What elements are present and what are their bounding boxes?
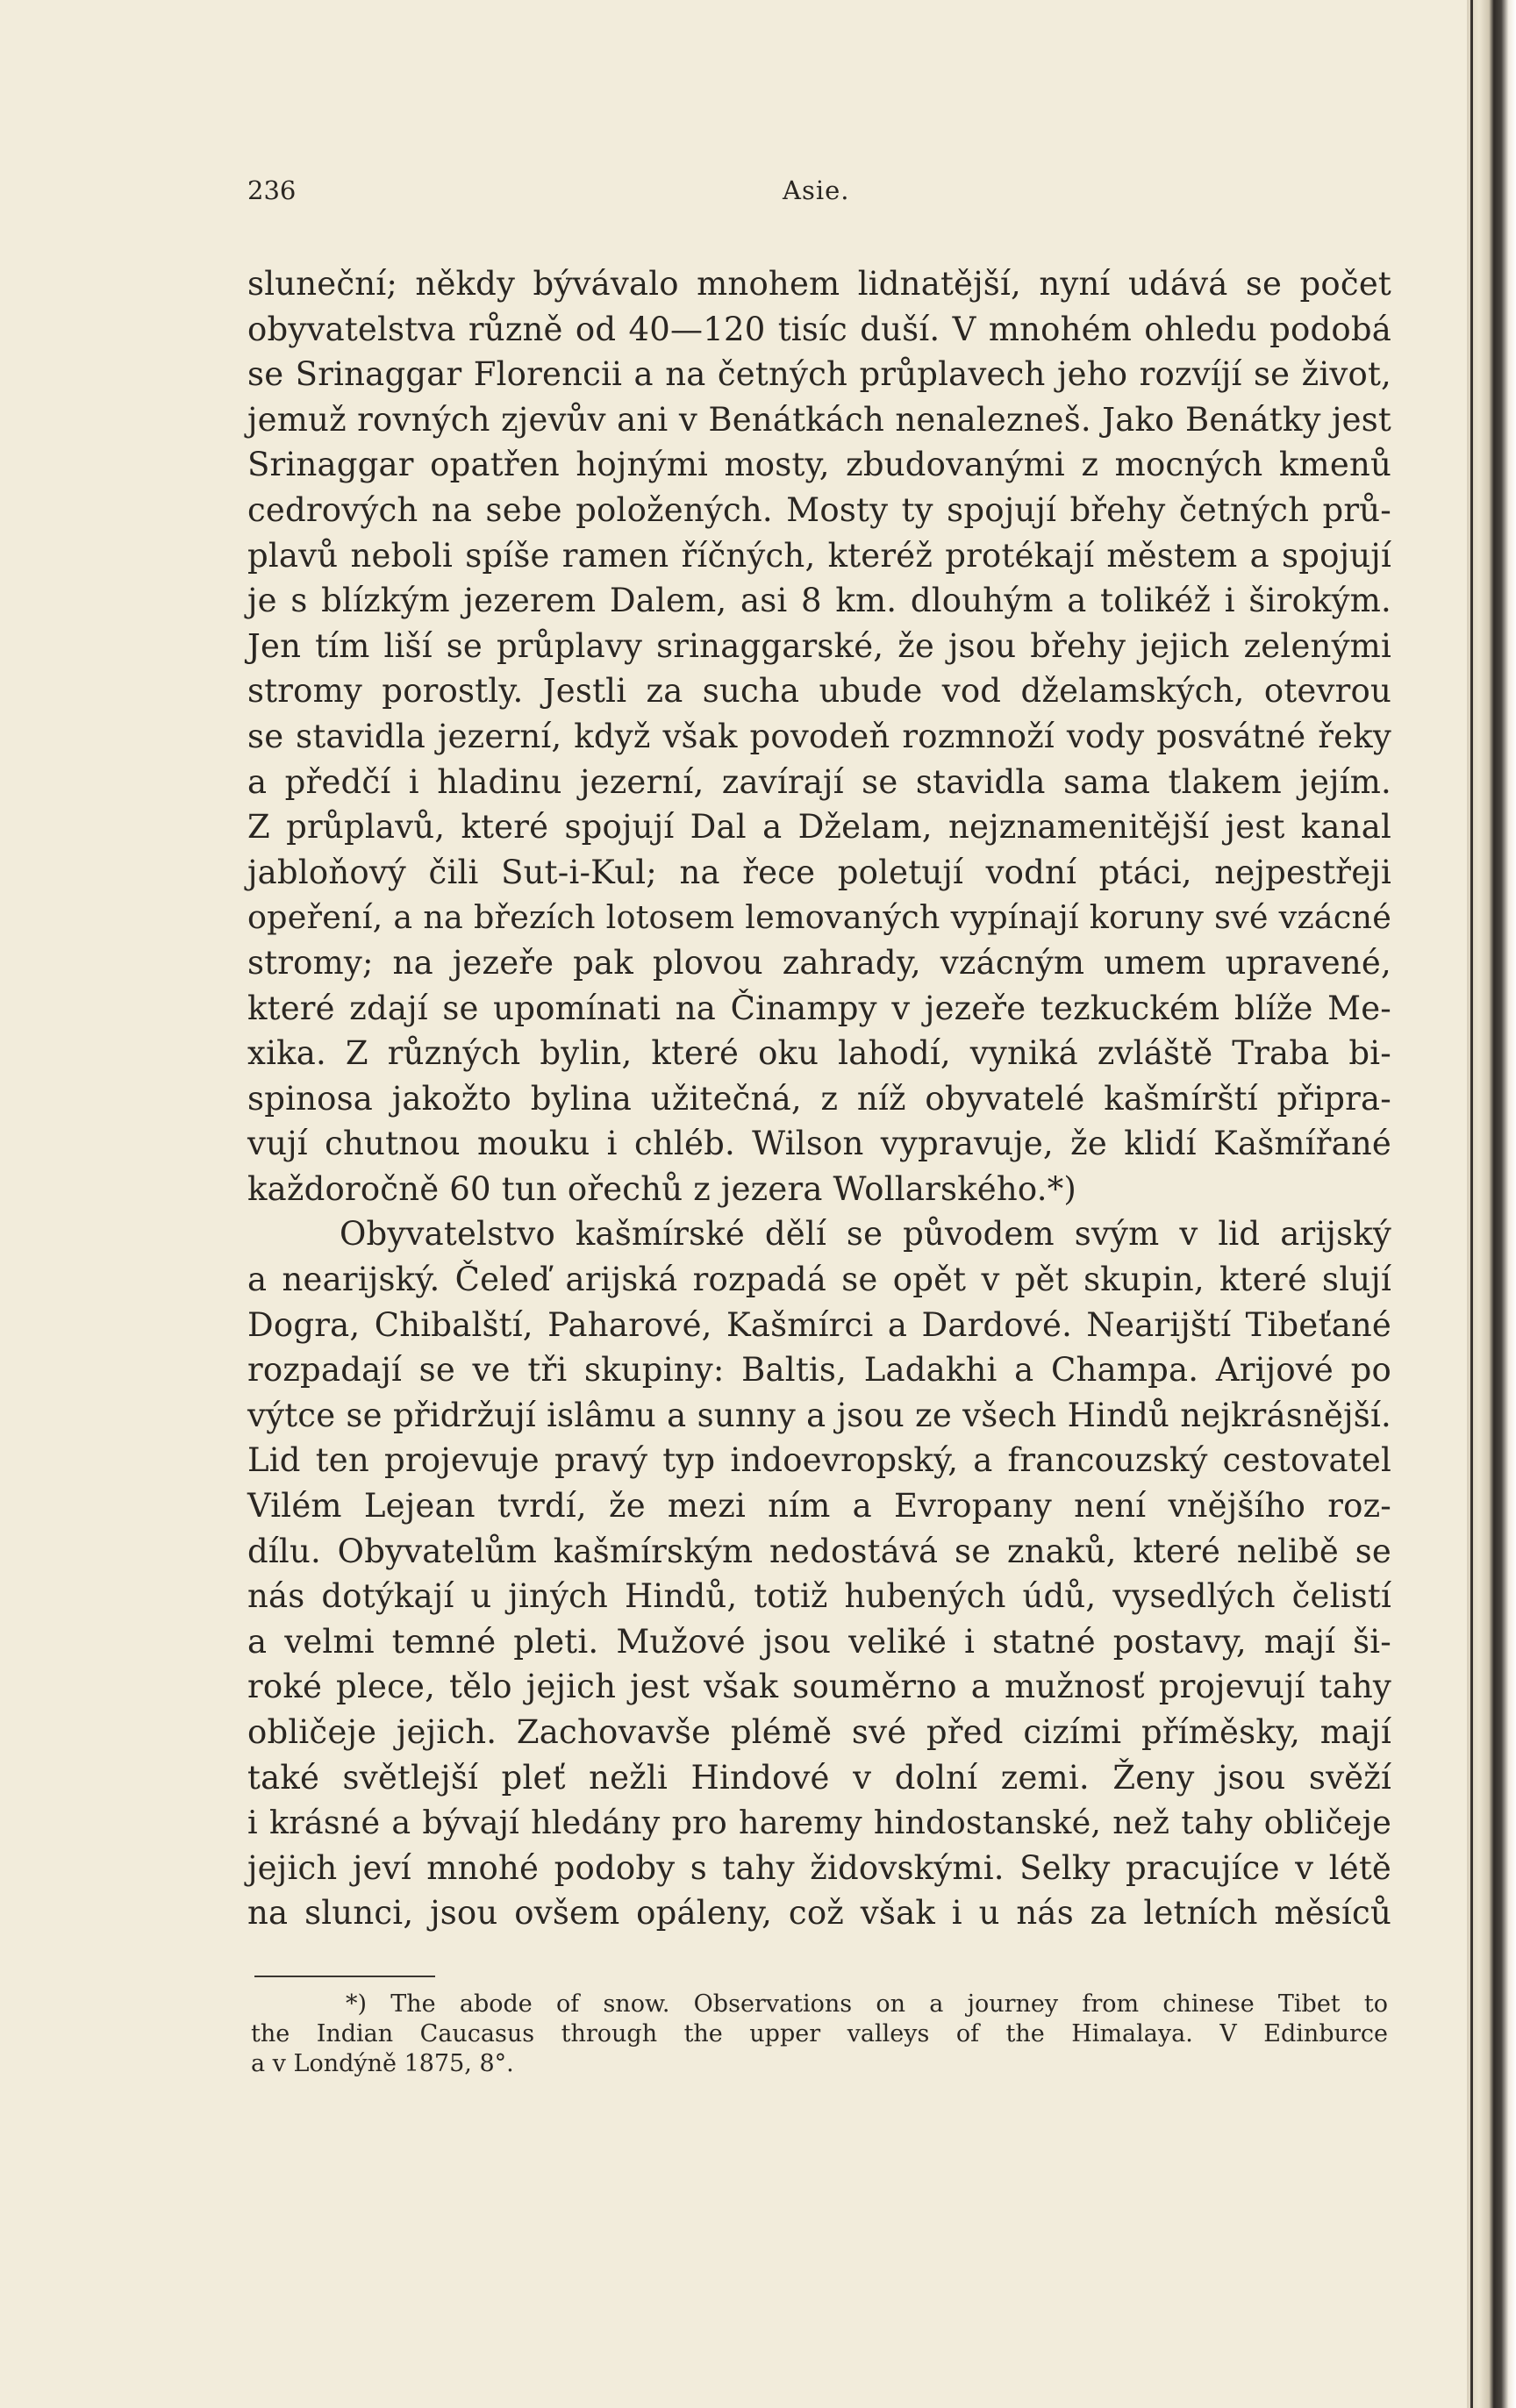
page-edge-shadow xyxy=(1467,0,1516,2408)
text-line: Dogra, Chibalští, Paharové, Kašmírci a Dardové. Nearijští Tibeťané xyxy=(247,1305,1391,1344)
page-header xyxy=(247,175,1391,216)
text-line: každoročně 60 tun ořechů z jezera Wollarského.*) xyxy=(247,1169,1077,1208)
text-line: Srinaggar opatřen hojnými mosty, zbudovanými z mocných kmenů xyxy=(247,446,1391,484)
text-line: jemuž rovných zjevův ani v Benátkách nenalezneš. Jako Benátky jest xyxy=(247,400,1391,439)
footnote-line: a v Londýně 1875, 8°. xyxy=(251,2050,514,2077)
text-line: stromy porostly. Jestli za sucha ubude vod dželamských, otevrou xyxy=(247,672,1391,711)
text-line: které zdají se upomínati na Činampy v jezeře tezkuckém blíže Me- xyxy=(247,989,1391,1027)
text-line: Jen tím liší se průplavy srinaggarské, že jsou břehy jejich zelenými xyxy=(247,626,1391,665)
text-line: nás dotýkají u jiných Hindů, totiž hubených údů, vysedlých čelistí xyxy=(247,1577,1391,1616)
text-line: a předčí i hladinu jezerní, zavírají se stavidla sama tlakem jejím. xyxy=(247,762,1391,801)
text-line: také světlejší pleť nežli Hindové v dolní zemi. Ženy jsou svěží xyxy=(247,1758,1391,1797)
text-line: rozpadají se ve tři skupiny: Baltis, Ladakhi a Champa. Arijové po xyxy=(247,1351,1391,1390)
footnote-line: the Indian Caucasus through the upper valleys of the Himalaya. V Edinburce xyxy=(251,2020,1388,2047)
text-line: je s blízkým jezerem Dalem, asi 8 km. dlouhým a tolikéž i širokým. xyxy=(247,582,1391,620)
text-line: opeření, a na březích lotosem lemovaných vypínají koruny své vzácné xyxy=(247,898,1391,937)
text-line: i krásné a bývají hledány pro haremy hindostanské, než tahy obličeje xyxy=(247,1804,1391,1842)
text-line: sluneční; někdy bývávalo mnohem lidnatější, nyní udává se počet xyxy=(247,265,1391,303)
text-line: Z průplavů, které spojují Dal a Dželam, nejznamenitější jest kanal xyxy=(247,808,1391,847)
text-line: Lid ten projevuje pravý typ indoevropský, a francouzský cestovatel xyxy=(247,1441,1391,1480)
running-title: Asie. xyxy=(783,175,850,205)
body-text xyxy=(247,261,1391,1936)
page-number: 236 xyxy=(247,175,297,205)
text-line: na slunci, jsou ovšem opáleny, což však i u nás za letních měsíců xyxy=(247,1894,1391,1933)
text-line: jabloňový čili Sut-i-Kul; na řece poletují vodní ptáci, nejpestřeji xyxy=(247,853,1391,891)
text-line: roké plece, tělo jejich jest však souměrno a mužnosť projevují tahy xyxy=(247,1668,1391,1706)
text-line-paragraph-start: Obyvatelstvo kašmírské dělí se původem svým v lid arijský xyxy=(340,1215,1391,1254)
footnote xyxy=(251,1990,1388,2079)
text-line: Vilém Lejean tvrdí, že mezi ním a Evropany není vnějšího roz- xyxy=(247,1487,1391,1526)
text-line: obyvatelstva různě od 40—120 tisíc duší. V mnohém ohledu podobá xyxy=(247,310,1391,348)
text-line: se stavidla jezerní, když však povodeň rozmnoží vody posvátné řeky xyxy=(247,717,1391,755)
text-line: a nearijský. Čeleď arijská rozpadá se opět v pět skupin, které slují xyxy=(247,1261,1391,1299)
text-line: vují chutnou mouku i chléb. Wilson vypravuje, že klidí Kašmířané xyxy=(247,1125,1391,1163)
text-line: výtce se přidržují islâmu a sunny a jsou ze všech Hindů nejkrásnější. xyxy=(247,1396,1391,1434)
text-line: a velmi temné pleti. Mužové jsou veliké i statné postavy, mají ši- xyxy=(247,1622,1391,1661)
text-line: stromy; na jezeře pak plovou zahrady, vzácným umem upravené, xyxy=(247,943,1391,982)
text-line: cedrových na sebe položených. Mosty ty spojují břehy četných prů- xyxy=(247,490,1391,529)
text-line: xika. Z různých bylin, které oku lahodí, vyniká zvláště Traba bi- xyxy=(247,1034,1391,1073)
text-line: plavů neboli spíše ramen říčných, kteréž protékají městem a spojují xyxy=(247,536,1391,575)
text-line: obličeje jejich. Zachovavše plémě své před cizími příměsky, mají xyxy=(247,1713,1391,1751)
binding-line xyxy=(1470,0,1473,2408)
text-line: spinosa jakožto bylina užitečná, z níž obyvatelé kašmírští připra- xyxy=(247,1079,1391,1118)
text-line: se Srinaggar Florencii a na četných průplavech jeho rozvíjí se život, xyxy=(247,355,1391,394)
footnote-separator xyxy=(254,1976,435,1977)
text-line: jejich jeví mnohé podoby s tahy židovskými. Selky pracujíce v létě xyxy=(247,1848,1391,1887)
text-line: dílu. Obyvatelům kašmírským nedostává se znaků, které nelibě se xyxy=(247,1532,1391,1570)
footnote-line: *) The abode of snow. Observations on a journey from chinese Tibet to xyxy=(346,1990,1388,2018)
